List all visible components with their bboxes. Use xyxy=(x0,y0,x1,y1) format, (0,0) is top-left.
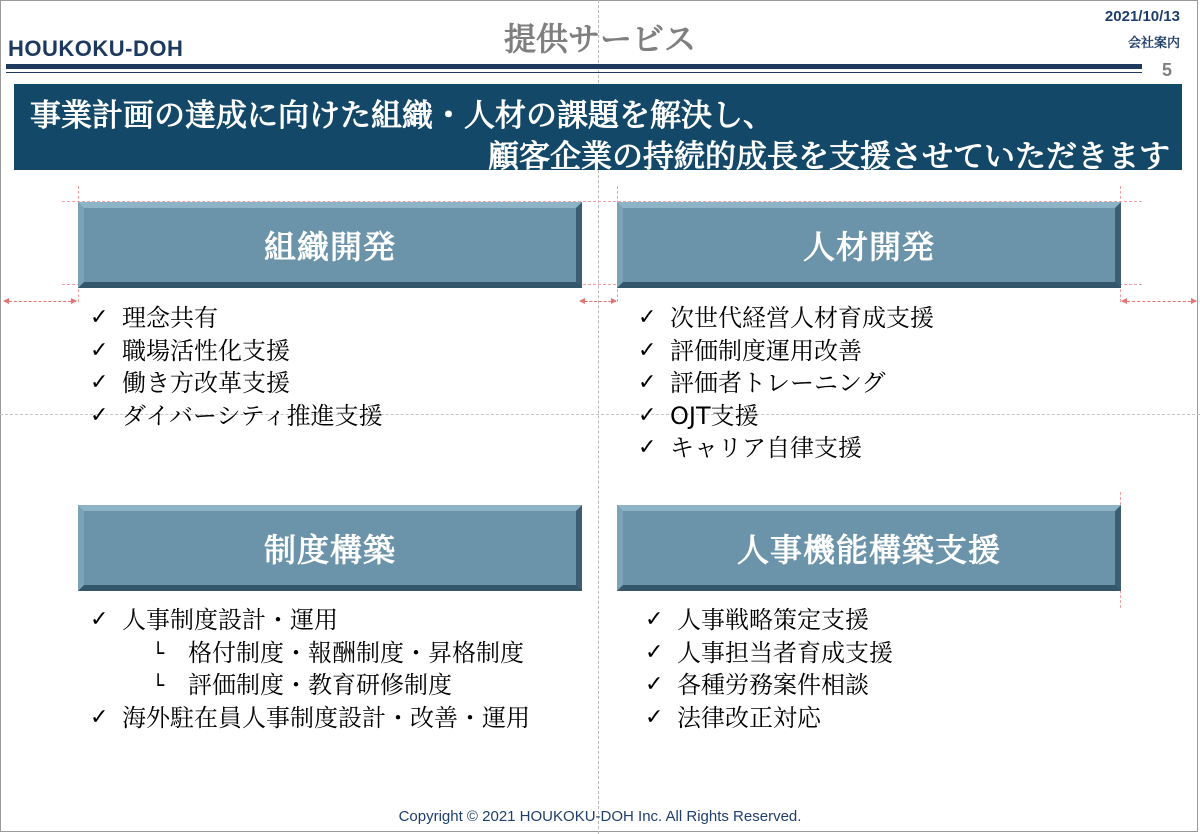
list-item: ✓ 次世代経営人材育成支援 xyxy=(638,302,934,335)
list-item: ✓ 評価者トレーニング xyxy=(638,367,934,400)
list-item: ✓ キャリア自律支援 xyxy=(638,432,934,465)
check-icon: ✓ xyxy=(638,337,657,363)
list-org-development xyxy=(90,302,383,432)
check-icon: ✓ xyxy=(90,402,109,428)
list-item: ✓ 海外駐在員人事制度設計・改善・運用 xyxy=(90,702,530,735)
banner-line-2: 顧客企業の持続的成長を支援させていただきます xyxy=(488,139,1170,175)
header-rule-thin xyxy=(6,72,1142,73)
list-system-building xyxy=(90,604,530,734)
spacing-arrow xyxy=(1122,301,1196,302)
card-org-development xyxy=(78,202,582,288)
check-icon: ✓ xyxy=(90,370,109,395)
headline-banner xyxy=(14,84,1182,175)
check-icon: ✓ xyxy=(638,305,657,330)
check-icon: ✓ xyxy=(638,435,657,460)
date-label: 2021/10/13 xyxy=(1104,8,1180,25)
list-item: ✓ OJT支援 xyxy=(638,400,934,433)
document-label: 会社案内 xyxy=(1127,36,1180,51)
page-title: 提供サービス xyxy=(503,20,696,58)
list-item: ✓ 働き方改革支援 xyxy=(90,367,383,400)
card-title: 人事機能構築支援 xyxy=(736,531,1001,569)
check-icon: ✓ xyxy=(645,639,664,665)
check-icon: ✓ xyxy=(645,704,664,730)
header-rule xyxy=(6,64,1142,69)
card-hr-function-support xyxy=(617,505,1121,591)
check-icon: ✓ xyxy=(645,607,664,632)
check-icon: ✓ xyxy=(90,305,109,330)
corner-branch-icon: └ xyxy=(152,640,165,665)
check-icon: ✓ xyxy=(90,704,109,730)
list-subitem: └ 格付制度・報酬制度・昇格制度 xyxy=(90,637,530,670)
list-item: ✓ 人事担当者育成支援 xyxy=(645,637,893,670)
spacing-arrow xyxy=(4,301,76,302)
list-subitem: └ 評価制度・教育研修制度 xyxy=(90,669,530,702)
card-talent-development xyxy=(617,202,1121,288)
check-icon: ✓ xyxy=(90,607,109,632)
card-title: 人材開発 xyxy=(802,228,935,266)
list-hr-function-support xyxy=(645,604,893,734)
card-title: 制度構築 xyxy=(263,531,396,569)
copyright-footer: Copyright © 2021 HOUKOKU-DOH Inc. All Rights Reserved. xyxy=(398,808,802,825)
card-system-building xyxy=(78,505,582,591)
corner-branch-icon: └ xyxy=(152,673,165,697)
spacing-arrow xyxy=(580,301,616,302)
page-number: 5 xyxy=(1161,60,1172,80)
banner-line-1: 事業計画の達成に向けた組織・人材の課題を解決し、 xyxy=(30,98,774,134)
list-item: ✓ 法律改正対応 xyxy=(645,702,893,735)
check-icon: ✓ xyxy=(638,402,657,428)
list-item: ✓ ダイバーシティ推進支援 xyxy=(90,400,383,433)
list-item: ✓ 人事制度設計・運用 xyxy=(90,604,530,637)
list-item: ✓ 職場活性化支援 xyxy=(90,335,383,368)
list-talent-development xyxy=(638,302,934,465)
check-icon: ✓ xyxy=(90,337,109,363)
check-icon: ✓ xyxy=(638,370,657,395)
list-item: ✓ 理念共有 xyxy=(90,302,383,335)
list-item: ✓ 各種労務案件相談 xyxy=(645,669,893,702)
check-icon: ✓ xyxy=(645,672,664,697)
card-title: 組織開発 xyxy=(263,228,396,266)
company-logo: HOUKOKU-DOH xyxy=(8,36,184,61)
list-item: ✓ 人事戦略策定支援 xyxy=(645,604,893,637)
list-item: ✓ 評価制度運用改善 xyxy=(638,335,934,368)
